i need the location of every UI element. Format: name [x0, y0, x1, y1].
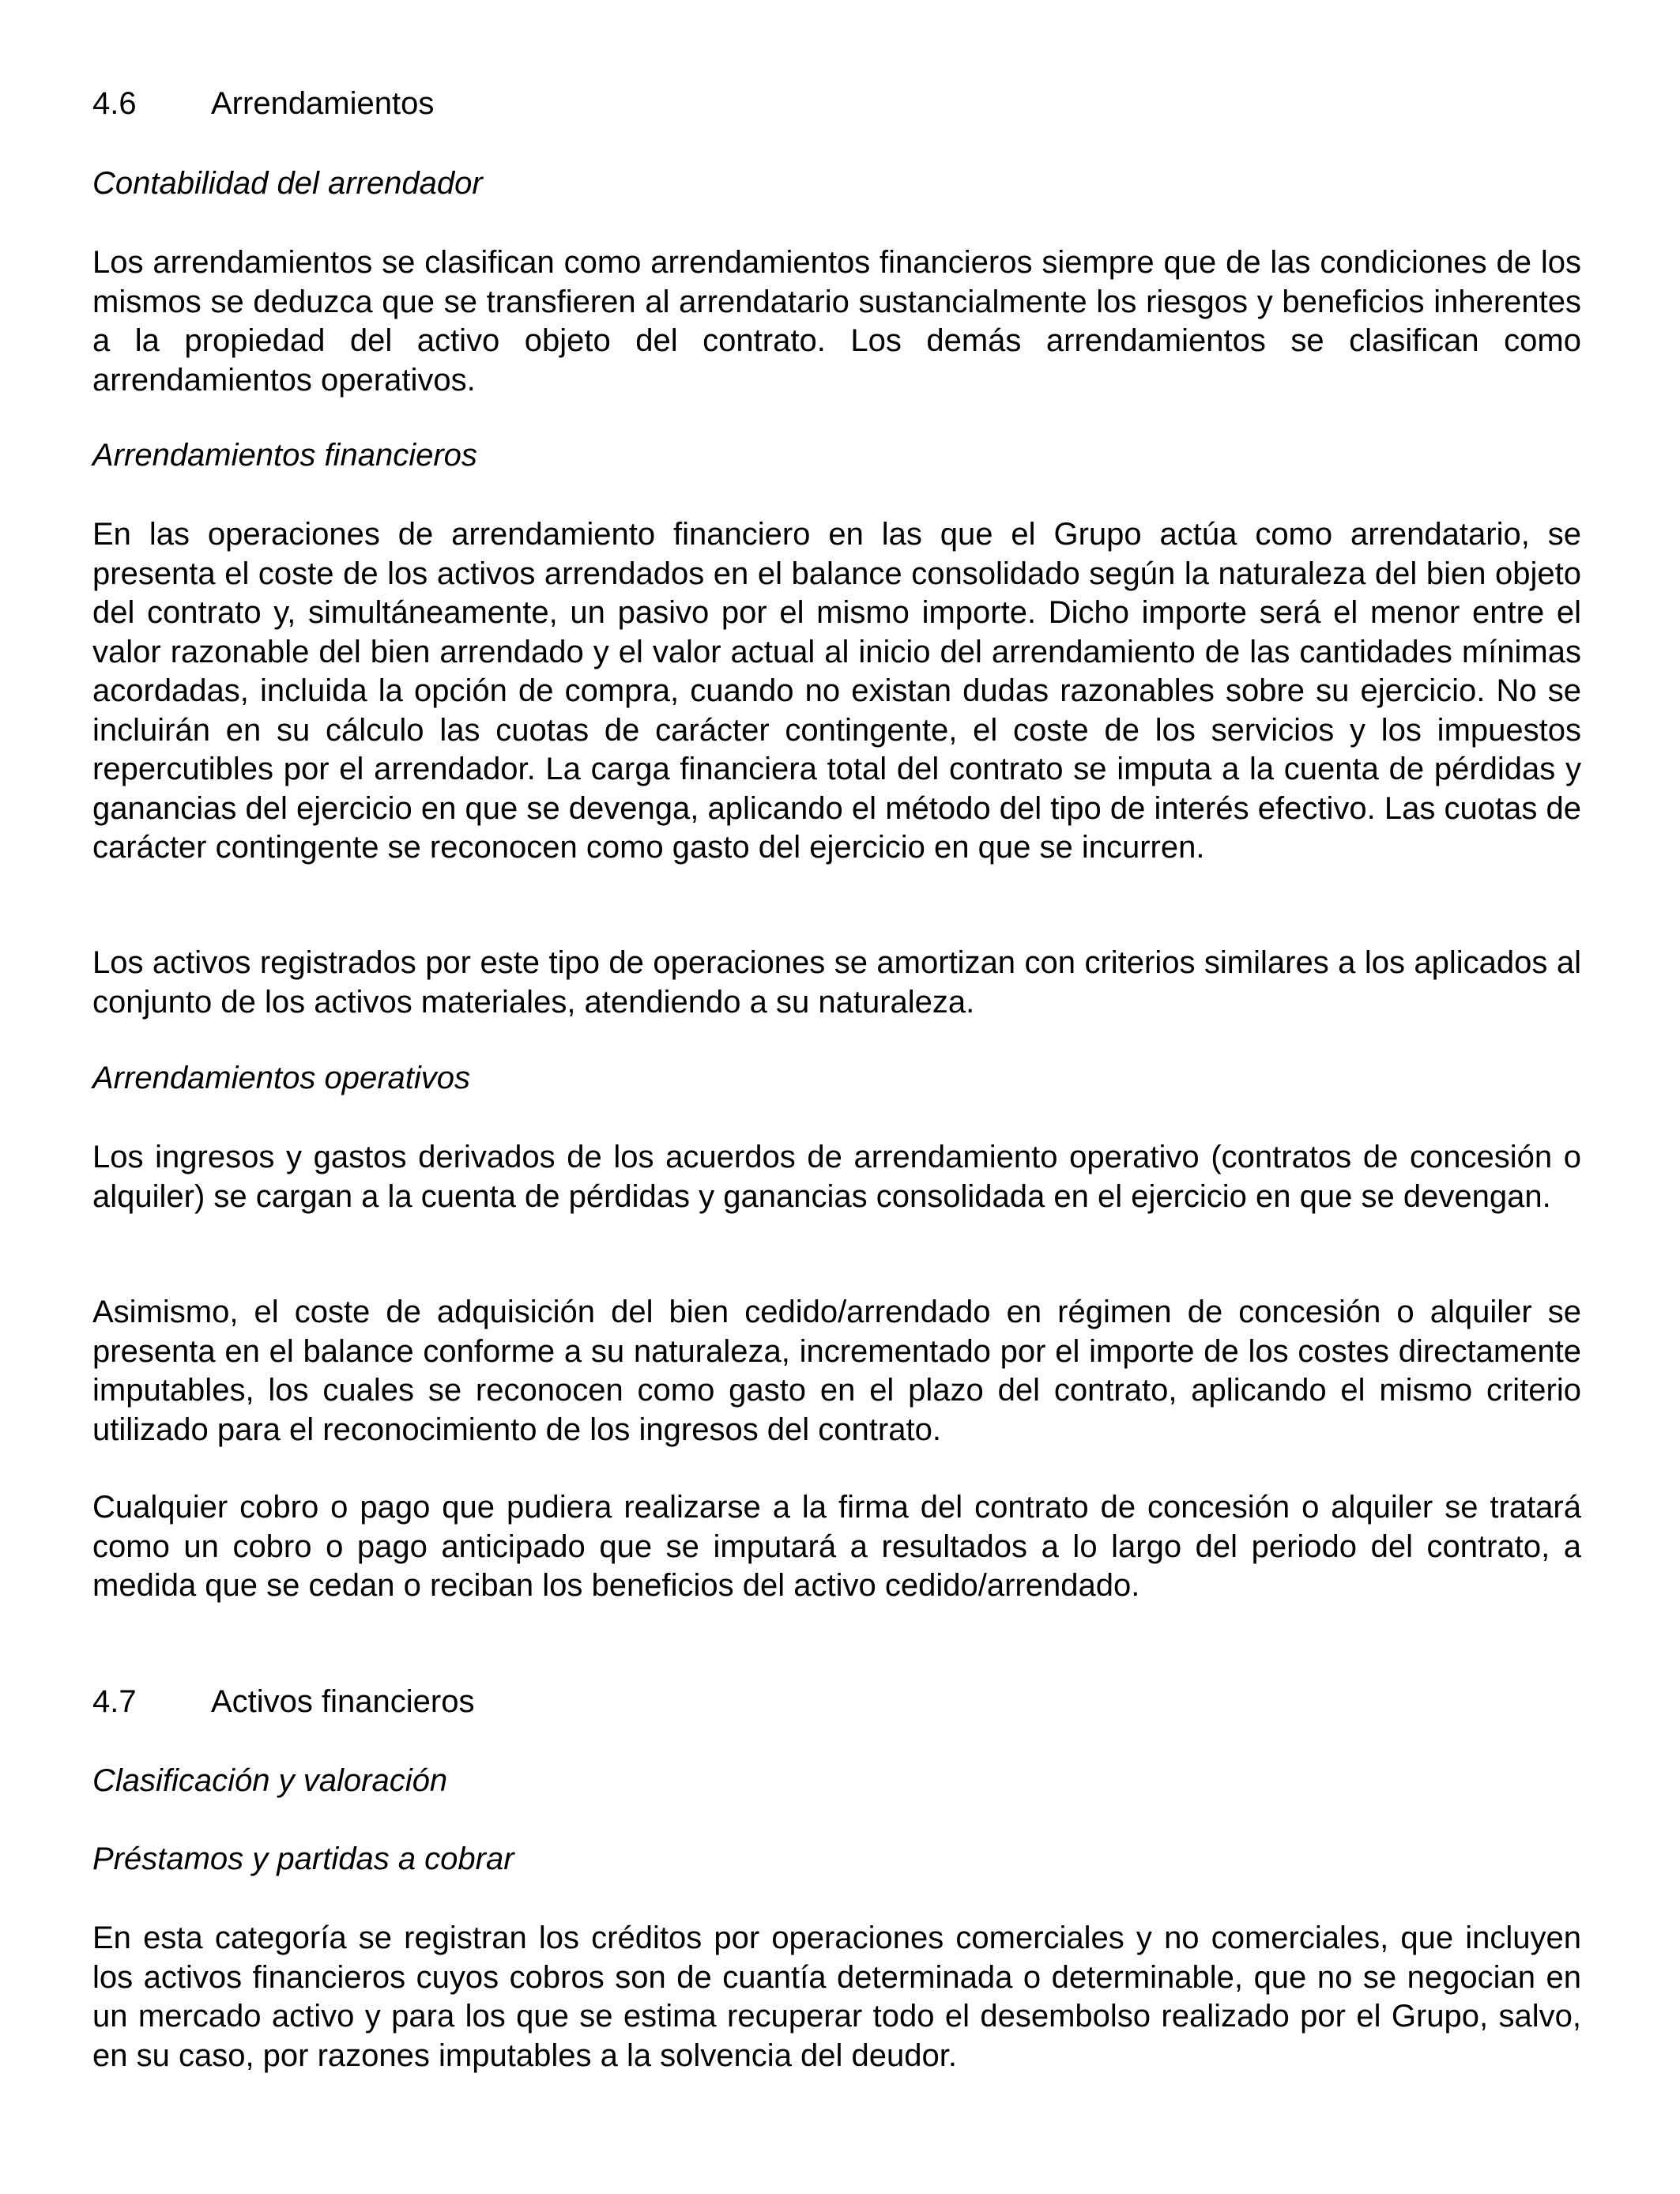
- paragraph-ingresos-gastos: Los ingresos y gastos derivados de los acuerdos de arrendamiento operativo (contratos de concesión o alquiler) se cargan a la cuenta de pérdidas y ganancias consolidada en el ejercicio en que se devengan.: [92, 1140, 1581, 1214]
- section-number: 4.7: [92, 1684, 137, 1719]
- section-title: Activos financieros: [211, 1684, 475, 1719]
- subheading-clasificacion-valoracion: Clasificación y valoración: [92, 1763, 448, 1798]
- subheading-arrendamientos-financieros: Arrendamientos financieros: [92, 438, 477, 473]
- paragraph-arrendamiento-financiero: En las operaciones de arrendamiento financiero en las que el Grupo actúa como arrendatario, se presenta el coste de los activos arrendados en el balance consolidado según la naturaleza del bien objeto del contrato y, simultáneamente, un pasivo por el mismo importe. Dicho importe será el menor entre el valor razonable del bien arrendado y el valor actual al inicio del arrendamiento de las cantidades mínimas acordadas, incluida la opción de compra, cuando no existan dudas razonables sobre su ejercicio. No se incluirán en su cálculo las cuotas de carácter contingente, el coste de los servicios y los impuestos repercutibles por el arrendador. La carga financiera total del contrato se imputa a la cuenta de pérdidas y ganancias del ejercicio en que se devenga, aplicando el método del tipo de interés efectivo. Las cuotas de carácter contingente se reconocen como gasto del ejercicio en que se incurren.: [92, 517, 1581, 865]
- paragraph-coste-adquisicion: Asimismo, el coste de adquisición del bien cedido/arrendado en régimen de concesión o alquiler se presenta en el balance conforme a su naturaleza, incrementado por el importe de los costes directamente imputables, los cuales se reconocen como gasto en el plazo del contrato, aplicando el mismo criterio utilizado para el reconocimiento de los ingresos del contrato.: [92, 1295, 1581, 1447]
- section-number: 4.6: [92, 86, 137, 121]
- subheading-prestamos-partidas: Préstamos y partidas a cobrar: [92, 1842, 514, 1876]
- section-heading-4-6: [92, 85, 1581, 124]
- paragraph-clasificacion-arrendamientos: Los arrendamientos se clasifican como arrendamientos financieros siempre que de las condiciones de los mismos se deduzca que se transfieren al arrendatario sustancialmente los riesgos y beneficios inherentes a la propiedad del activo objeto del contrato. Los demás arrendamientos se clasifican como arrendamientos operativos.: [92, 245, 1581, 398]
- section-heading-4-7: [92, 1683, 1581, 1722]
- section-title: Arrendamientos: [211, 86, 435, 121]
- document-page: [92, 0, 1581, 2194]
- paragraph-cobro-pago: Cualquier cobro o pago que pudiera realizarse a la firma del contrato de concesión o alquiler se tratará como un cobro o pago anticipado que se imputará a resultados a lo largo del periodo del contrato, a medida que se cedan o reciban los beneficios del activo cedido/arrendado.: [92, 1490, 1581, 1603]
- paragraph-amortizacion-activos: Los activos registrados por este tipo de operaciones se amortizan con criterios similares a los aplicados al conjunto de los activos materiales, atendiendo a su naturaleza.: [92, 945, 1581, 1020]
- subheading-arrendamientos-operativos: Arrendamientos operativos: [92, 1061, 471, 1095]
- paragraph-categoria-creditos: En esta categoría se registran los créditos por operaciones comerciales y no comerciales, que incluyen los activos financieros cuyos cobros son de cuantía determinada o determinable, que no se negocian en un mercado activo y para los que se estima recuperar todo el desembolso realizado por el Grupo, salvo, en su caso, por razones imputables a la solvencia del deudor.: [92, 1921, 1581, 2073]
- subheading-contabilidad-arrendador: Contabilidad del arrendador: [92, 166, 483, 201]
